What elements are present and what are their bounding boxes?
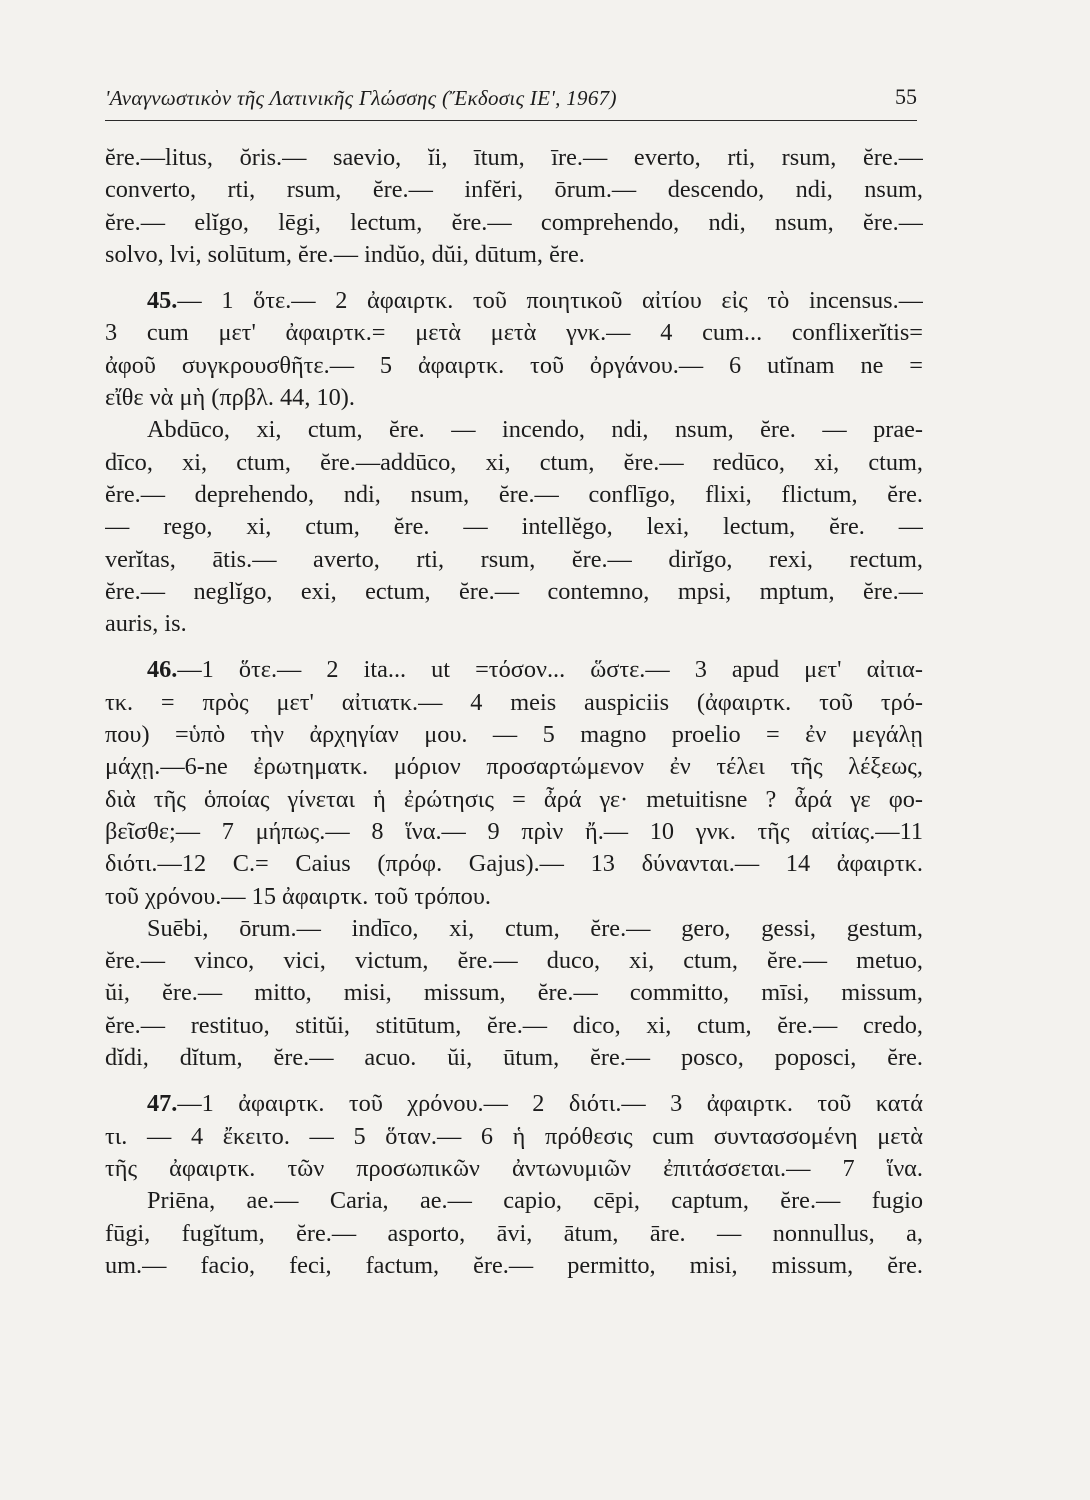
text-line <box>105 608 923 640</box>
line-text: τοῦ χρόνου.— 15 ἀφαιρτκ. τοῦ τρόπου. <box>105 882 491 910</box>
paragraph-gap <box>105 640 923 654</box>
text-line <box>105 239 923 271</box>
text-line <box>105 654 923 686</box>
line-text: 3 cum μετ' ἀφαιρτκ.= μετὰ μετὰ γνκ.— 4 cum... conflixerĭtis= <box>105 319 923 347</box>
text-line <box>105 285 923 317</box>
text-line <box>105 142 923 174</box>
line-text: μάχῃ.—6-ne ἐρωτηματκ. μόριον προσαρτώμενον ἐν τέλει τῆς λέξεως, <box>105 753 923 781</box>
text-line <box>105 479 923 511</box>
line-text: Abdūco, xi, ctum, ĕre. — incendo, ndi, nsum, ĕre. — prae- <box>147 416 923 444</box>
text-line <box>105 719 923 751</box>
text-line <box>105 1121 923 1153</box>
text-line <box>105 1185 923 1217</box>
text-line <box>105 1088 923 1120</box>
text-line <box>105 1218 923 1250</box>
text-line <box>105 576 923 608</box>
paragraph-gap <box>105 271 923 285</box>
text-line <box>105 881 923 913</box>
text-line <box>105 511 923 543</box>
text-line <box>105 751 923 783</box>
text-line <box>105 848 923 880</box>
text-line <box>105 174 923 206</box>
text-line <box>105 1010 923 1042</box>
section-number: 47. <box>147 1090 178 1118</box>
line-text: ἀφοῦ συγκρουσθῆτε.— 5 ἀφαιρτκ. τοῦ ὀργάνου.— 6 utĭnam ne = <box>105 351 923 379</box>
text-line <box>105 350 923 382</box>
line-text: auris, is. <box>105 610 187 638</box>
page-number: 55 <box>895 84 917 109</box>
text-line <box>105 544 923 576</box>
text-line <box>105 913 923 945</box>
text-line <box>105 414 923 446</box>
text-line <box>105 207 923 239</box>
line-text: εἴθε νὰ μὴ (πρβλ. 44, 10). <box>105 384 355 412</box>
text-line <box>105 382 923 414</box>
line-text: —1 ἀφαιρτκ. τοῦ χρόνου.— 2 διότι.— 3 ἀφαιρτκ. τοῦ κατά <box>177 1090 923 1118</box>
text-line <box>105 977 923 1009</box>
line-text: τι. — 4 ἔκειτο. — 5 ὅταν.— 6 ἡ πρόθεσις cum συντασσομένη μετὰ <box>105 1122 923 1150</box>
line-text: um.— facio, feci, factum, ĕre.— permitto, misi, missum, ĕre. <box>105 1251 923 1279</box>
line-text: — rego, xi, ctum, ĕre. — intellĕgo, lexi, lectum, ĕre. — <box>105 513 923 541</box>
line-text: verĭtas, ātis.— averto, rti, rsum, ĕre.— dirĭgo, rexi, rectum, <box>105 545 923 573</box>
line-text: Suēbi, ōrum.— indīco, xi, ctum, ĕre.— gero, gessi, gestum, <box>147 914 923 942</box>
line-text: που) =ὑπὸ τὴν ἀρχηγίαν μου. — 5 magno proelio = ἐν μεγάλῃ <box>105 721 923 749</box>
line-text: διότι.—12 C.= Caius (πρόφ. Gajus).— 13 δύνανται.— 14 ἀφαιρτκ. <box>105 850 923 878</box>
paragraph-gap <box>105 1074 923 1088</box>
running-header <box>105 84 917 121</box>
line-text: dĭdi, dĭtum, ĕre.— acuo. ŭi, ūtum, ĕre.— posco, poposci, ĕre. <box>105 1044 923 1072</box>
header-title: 'Αναγνωστικὸν τῆς Λατινικῆς Γλώσσης (Ἔκδοσις ΙΕ', 1967) <box>105 86 617 110</box>
line-text: τῆς ἀφαιρτκ. τῶν προσωπικῶν ἀντωνυμιῶν ἐπιτάσσεται.— 7 ἵνα. <box>105 1154 923 1182</box>
section-number: 46. <box>147 656 178 684</box>
text-line <box>105 317 923 349</box>
text-line <box>105 816 923 848</box>
text-line <box>105 1250 923 1282</box>
line-text: Priēna, ae.— Caria, ae.— capio, cēpi, captum, ĕre.— fugio <box>147 1187 923 1215</box>
text-line <box>105 784 923 816</box>
line-text: ĕre.— vinco, vici, victum, ĕre.— duco, xi, ctum, ĕre.— metuo, <box>105 947 923 975</box>
line-text: ŭi, ĕre.— mitto, misi, missum, ĕre.— committo, mīsi, missum, <box>105 979 923 1007</box>
line-text: ĕre.— deprehendo, ndi, nsum, ĕre.— conflīgo, flixi, flictum, ĕre. <box>105 480 923 508</box>
line-text: ĕre.— neglĭgo, exi, ectum, ĕre.— contemno, mpsi, mptum, ĕre.— <box>105 577 923 605</box>
text-line <box>105 447 923 479</box>
text-line <box>105 1042 923 1074</box>
line-text: —1 ὅτε.— 2 ita... ut =τόσον... ὥστε.— 3 apud μετ' αἰτια- <box>177 656 923 684</box>
line-text: διὰ τῆς ὁποίας γίνεται ἡ ἐρώτησις = ἆρά γε· metuitisne ? ἆρά γε φο- <box>105 785 923 813</box>
line-text: τκ. = πρὸς μετ' αἰτιατκ.— 4 meis auspiciis (ἀφαιρτκ. τοῦ τρό- <box>105 688 923 716</box>
text-line <box>105 1153 923 1185</box>
line-text: solvo, lvi, solūtum, ĕre.— indŭo, dŭi, dūtum, ĕre. <box>105 240 585 268</box>
line-text: — 1 ὅτε.— 2 ἀφαιρτκ. τοῦ ποιητικοῦ αἰτίου εἰς τὸ incensus.— <box>177 287 923 315</box>
section-number: 45. <box>147 287 178 315</box>
page-body <box>105 142 923 1282</box>
line-text: ĕre.— elĭgo, lēgi, lectum, ĕre.— comprehendo, ndi, nsum, ĕre.— <box>105 208 923 236</box>
line-text: fūgi, fugĭtum, ĕre.— asporto, āvi, ātum, āre. — nonnullus, a, <box>105 1219 923 1247</box>
line-text: ĕre.— restituo, stitŭi, stitūtum, ĕre.— dico, xi, ctum, ĕre.— credo, <box>105 1011 923 1039</box>
text-line <box>105 945 923 977</box>
line-text: ĕre.—litus, ŏris.— saevio, ĭi, ītum, īre.— everto, rti, rsum, ĕre.— <box>105 144 923 171</box>
line-text: dīco, xi, ctum, ĕre.—addūco, xi, ctum, ĕre.— redūco, xi, ctum, <box>105 448 923 476</box>
line-text: converto, rti, rsum, ĕre.— infĕri, ōrum.— descendo, ndi, nsum, <box>105 176 923 204</box>
line-text: βεῖσθε;— 7 μήπως.— 8 ἵνα.— 9 πρὶν ἤ.— 10 γνκ. τῆς αἰτίας.—11 <box>105 817 923 845</box>
text-line <box>105 687 923 719</box>
